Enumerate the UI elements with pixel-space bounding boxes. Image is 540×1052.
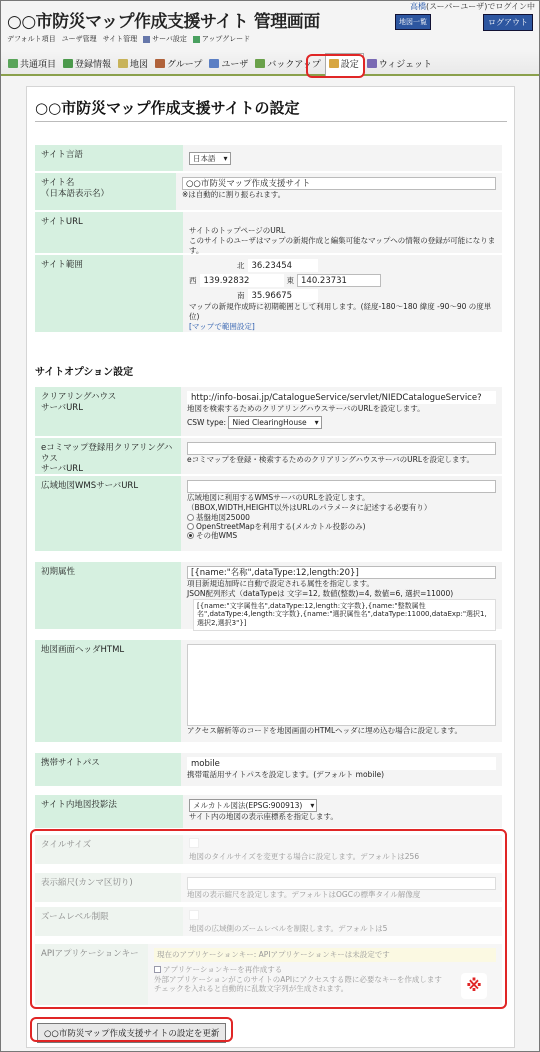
wms-option-osm-label: OpenStreetMapを利用する(メルカトル投影のみ)	[196, 521, 366, 531]
row-ecom-clearinghouse	[35, 438, 502, 475]
title-divider	[35, 121, 507, 122]
subnav-site-admin[interactable]: サイト管理	[102, 35, 138, 43]
row-site-name	[35, 173, 502, 211]
tab-registration[interactable]	[60, 54, 115, 74]
tab-label: 共通項目	[20, 60, 57, 70]
set-range-on-map-link[interactable]: [マップで範囲設定]	[189, 321, 255, 331]
wms-option-other[interactable]	[187, 531, 496, 540]
settings-tab-highlight	[306, 54, 365, 78]
regen-key-label: アプリケーションキーを再作成する	[163, 964, 283, 974]
main-tabs	[1, 51, 539, 76]
ecom-clearinghouse-input[interactable]	[187, 442, 496, 455]
logout-button[interactable]: ログアウト	[483, 14, 533, 31]
header-html-help: アクセス解析等のコードを地図画面のHTMLヘッダに埋め込む場合に設定します。	[187, 726, 463, 735]
south-label: 南	[237, 290, 245, 300]
subnav-upgrade-label: アップグレード	[201, 35, 251, 43]
site-range-cell	[183, 255, 502, 332]
tab-label: ウィジェット	[378, 60, 433, 70]
row-wms	[35, 476, 502, 552]
west-input[interactable]: 139.92832	[200, 274, 284, 287]
wms-help-1: 広域地図に利用するWMSサーバのURLを設定します。	[187, 493, 370, 502]
options-section-title: サイトオプション設定	[35, 367, 134, 378]
tab-map[interactable]	[115, 54, 152, 74]
zoom-limit-label: ズームレベル制限	[35, 907, 183, 936]
wms-option-other-label: その他WMS	[196, 531, 238, 541]
optional-settings-highlight	[30, 829, 507, 1009]
mobile-path-help: 携帯電話用サイトパスを設定します。(デフォルト mobile)	[187, 770, 385, 779]
site-url-help-1: サイトのトップページのURL	[189, 226, 286, 235]
app-title: ○○市防災マップ作成支援サイト 管理画面	[7, 12, 320, 32]
zoom-limit-help: 地図の広域側のズームレベルを制限します。デフォルトは5	[189, 924, 388, 933]
tab-user[interactable]	[206, 54, 252, 74]
row-site-range	[35, 255, 502, 333]
csw-type-label: CSW type:	[187, 417, 227, 427]
tab-widget[interactable]	[364, 54, 436, 74]
mobile-path-cell	[181, 753, 502, 786]
west-label: 西	[189, 275, 197, 285]
site-name-cell	[176, 173, 502, 210]
site-range-label: サイト範囲	[35, 255, 183, 332]
wms-url-input[interactable]	[187, 480, 496, 493]
site-url-label: サイトURL	[35, 212, 183, 253]
ecom-clearinghouse-label	[35, 438, 181, 474]
south-input[interactable]: 35.96675	[248, 289, 318, 302]
row-initial-attributes	[35, 562, 502, 630]
site-name-input[interactable]: ○○市防災マップ作成支援サイト	[182, 177, 496, 190]
sub-navigation	[7, 34, 250, 44]
ecom-clearinghouse-help: eコミマップを登録・検索するためのクリアリングハウスサーバのURLを設定します。	[187, 455, 474, 464]
tab-label: グループ	[167, 60, 203, 70]
north-input[interactable]: 36.23454	[248, 259, 318, 272]
site-name-help: ※は自動的に割り振られます。	[182, 190, 286, 199]
display-scale-label: 表示縮尺(カンマ区切り)	[35, 873, 181, 902]
subnav-default-items[interactable]: デフォルト項目	[7, 35, 56, 43]
site-url-cell	[183, 212, 502, 253]
map-icon	[118, 59, 128, 68]
subnav-upgrade[interactable]	[193, 34, 250, 44]
site-language-cell	[183, 145, 502, 171]
initial-attributes-example: [{name:"文字属性名",dataType:12,length:文字数},{name:"整数属性名",dataType:4,length:文字数},{name:"選択属性名",dataType:11000,dataExp:"選択1,選択2,選択3"}]	[193, 599, 496, 631]
subnav-user-admin[interactable]: ユーザ管理	[61, 35, 97, 43]
api-key-help-1: 外部アプリケーションがこのサイトのAPIにアクセスする際に必要なキーを作成します	[154, 974, 442, 984]
header-html-cell	[181, 640, 502, 742]
projection-select[interactable]: メルカトル図法(EPSG:900913) ▾	[189, 799, 317, 812]
initial-attributes-label: 初期属性	[35, 562, 181, 629]
site-url-help-2: このサイトのユーザはマップの新規作成と編集可能なマップへの情報の登録が可能になります。	[189, 235, 496, 255]
login-status-text: (スーパーユーザ)でログイン中	[425, 2, 535, 11]
group-icon	[155, 59, 165, 68]
site-language-select[interactable]: 日本語 ▾	[189, 152, 231, 165]
user-icon	[209, 59, 219, 68]
api-key-help-2: チェックを入れると自動的に乱数文字列が生成されます。	[154, 984, 349, 994]
initial-attributes-cell	[181, 562, 502, 629]
login-status	[410, 1, 535, 12]
row-site-url	[35, 212, 502, 254]
header-html-label: 地図画面ヘッダHTML	[35, 640, 181, 742]
header-html-textarea[interactable]	[187, 644, 496, 726]
tab-common[interactable]	[5, 54, 60, 74]
clearinghouse-cell	[181, 387, 502, 436]
clearinghouse-label	[35, 387, 181, 436]
clearinghouse-label-2: サーバURL	[41, 402, 83, 413]
clearinghouse-url-input[interactable]: http://info-bosai.jp/CatalogueService/servlet/NIEDCatalogueService?	[187, 391, 496, 404]
initial-attributes-help-2: JSON配列形式（dataTypeは 文字=12, 数値(整数)=4, 数値=6, 選択=11000)	[187, 588, 454, 598]
clearinghouse-label-1: クリアリングハウス	[41, 392, 117, 402]
row-projection	[35, 795, 502, 829]
tab-group[interactable]	[152, 54, 206, 74]
wms-help-2: （BBOX,WIDTH,HEIGHT以外はURLのパラメータに記述する必要有り）	[187, 502, 432, 512]
site-name-label-2: （日本語表示名）	[41, 188, 110, 199]
projection-help: サイト内の地図の表示座標系を指定します。	[189, 812, 338, 821]
server-icon	[143, 36, 150, 43]
ecom-label-2: サーバURL	[41, 464, 83, 475]
note-mark: ※	[461, 973, 487, 999]
csw-type-select[interactable]: Nied ClearingHouse ▾	[228, 416, 321, 429]
row-site-language	[35, 145, 502, 172]
upgrade-icon	[193, 36, 200, 43]
tab-label: バックアップ	[267, 60, 321, 70]
mobile-path-input[interactable]: mobile	[187, 757, 496, 770]
projection-label: サイト内地図投影法	[35, 795, 183, 828]
wms-option-osm[interactable]	[187, 522, 496, 531]
clearinghouse-help: 地図を検索するためのクリアリングハウスサーバのURLを設定します。	[187, 404, 425, 413]
radio-selected-icon	[187, 532, 194, 539]
map-list-button[interactable]: 地図一覧	[395, 14, 431, 30]
ecom-label-1: eコミマップ登録用クリアリングハウス	[41, 443, 173, 464]
site-range-help: マップの新規作成時に初期範囲として利用します。(経度-180～180 緯度 -90～90 の度単位)	[189, 302, 492, 321]
backup-icon	[255, 59, 265, 68]
tab-label: ユーザ	[221, 60, 249, 70]
tile-size-help: 地図のタイルサイズを変更する場合に設定します。デフォルトは256	[189, 852, 420, 861]
tile-size-label: タイルサイズ	[35, 835, 183, 864]
update-button-highlight	[30, 1017, 233, 1042]
wms-label: 広域地図WMSサーバURL	[35, 476, 181, 551]
wms-option-basemap[interactable]	[187, 513, 496, 522]
api-key-label: APIアプリケーションキー	[35, 944, 148, 1005]
row-clearinghouse	[35, 387, 502, 437]
row-mobile-path	[35, 753, 502, 787]
initial-attributes-help-1: 項目新規追加時に自動で設定される属性を指定します。	[187, 579, 374, 588]
tab-label: 設定	[340, 60, 359, 70]
wms-option-basemap-label: 基盤地図25000	[196, 512, 250, 522]
update-settings-button[interactable]: ○○市防災マップ作成支援サイトの設定を更新	[37, 1023, 226, 1043]
api-key-current: 現在のアプリケーションキー: APIアプリケーションキーは未設定です	[154, 948, 496, 962]
user-name-link[interactable]: 高橋	[409, 2, 426, 11]
mobile-path-label: 携帯サイトパス	[35, 753, 181, 786]
east-label: 東	[286, 275, 294, 285]
wms-cell	[181, 476, 502, 551]
ecom-clearinghouse-cell	[181, 438, 502, 474]
subnav-server-settings[interactable]	[143, 34, 187, 44]
site-name-label	[35, 173, 176, 210]
projection-cell	[183, 795, 502, 828]
radio-icon	[187, 514, 194, 521]
registration-icon	[63, 59, 73, 68]
page-title: ○○市防災マップ作成支援サイトの設定	[35, 99, 300, 117]
tab-label: 地図	[130, 60, 149, 70]
radio-icon	[187, 523, 194, 530]
row-header-html	[35, 640, 502, 743]
subnav-server-label: サーバ設定	[152, 35, 187, 43]
display-scale-help: 地図の表示縮尺を設定します。デフォルトはOGCの標準タイル解像度	[187, 890, 421, 899]
common-icon	[8, 59, 18, 68]
widget-icon	[367, 59, 377, 68]
initial-attributes-input[interactable]: [{name:"名称",dataType:12,length:20}]	[187, 566, 496, 579]
site-language-label: サイト言語	[35, 145, 183, 171]
tab-label: 登録情報	[75, 60, 112, 70]
north-label: 北	[237, 260, 245, 270]
east-input[interactable]: 140.23731	[297, 274, 381, 287]
site-name-label-1: サイト名	[41, 178, 75, 188]
